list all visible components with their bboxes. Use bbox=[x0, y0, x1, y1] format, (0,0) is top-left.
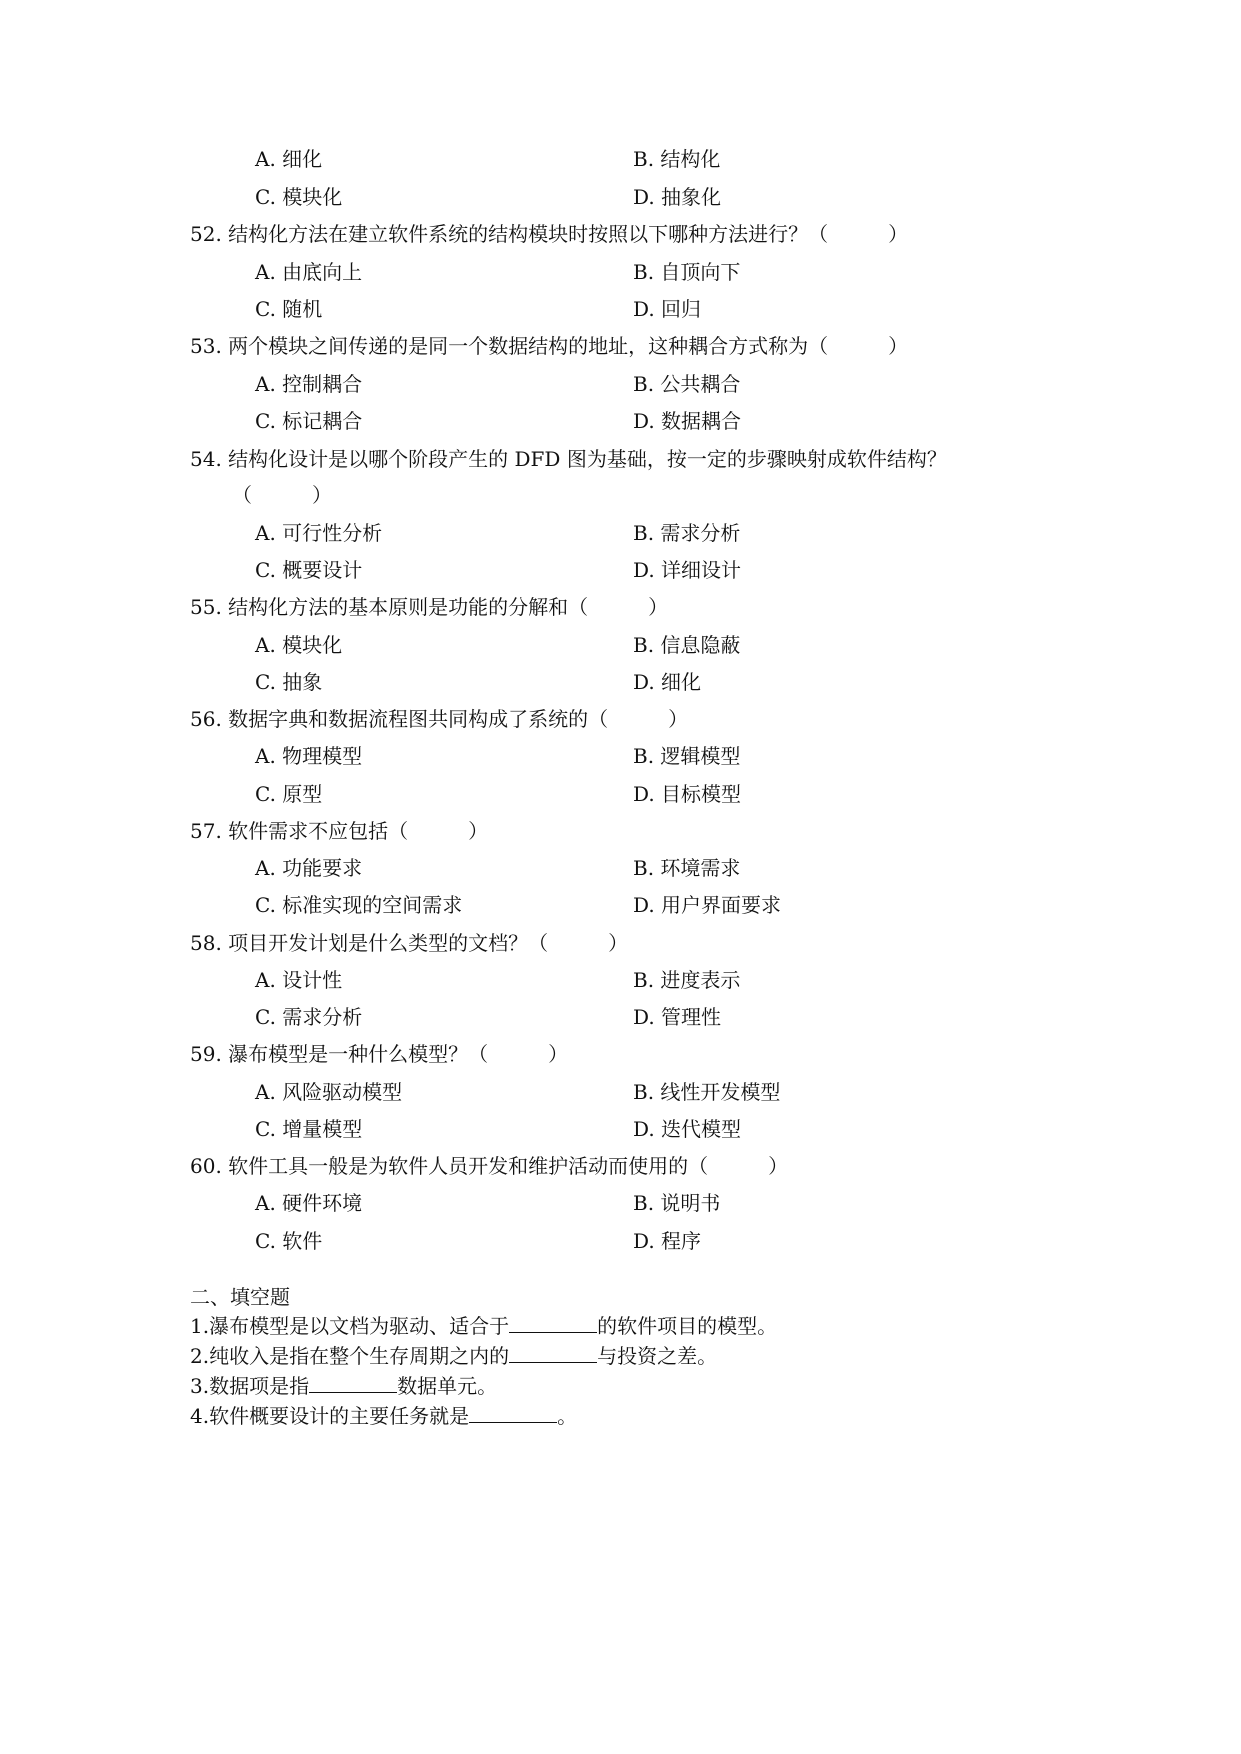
answer-blank bbox=[309, 1374, 397, 1393]
q58-option-d: D. 管理性 bbox=[633, 1005, 722, 1029]
q54-option-b: B. 需求分析 bbox=[633, 521, 741, 545]
q55-option-b: B. 信息隐蔽 bbox=[633, 633, 741, 657]
q52-option-c: C. 随机 bbox=[255, 297, 323, 321]
q56-option-a: A. 物理模型 bbox=[255, 744, 363, 768]
q58-option-b: B. 进度表示 bbox=[633, 968, 741, 992]
q56-option-d: D. 目标模型 bbox=[633, 782, 742, 806]
q57-option-c: C. 标准实现的空间需求 bbox=[255, 893, 463, 917]
q54-option-d: D. 详细设计 bbox=[633, 558, 742, 582]
q53-stem: 53. 两个模块之间传递的是同一个数据结构的地址，这种耦合方式称为（ ） bbox=[190, 334, 909, 358]
q55-option-a: A. 模块化 bbox=[255, 633, 343, 657]
q51-option-c: C. 模块化 bbox=[255, 185, 343, 209]
q53-option-d: D. 数据耦合 bbox=[633, 409, 742, 433]
q52-option-a: A. 由底向上 bbox=[255, 260, 363, 284]
q59-option-b: B. 线性开发模型 bbox=[633, 1080, 781, 1104]
fill-item-text: 。 bbox=[557, 1404, 578, 1428]
q59-option-c: C. 增量模型 bbox=[255, 1117, 363, 1141]
q55-option-c: C. 抽象 bbox=[255, 670, 323, 694]
q56-stem: 56. 数据字典和数据流程图共同构成了系统的（ ） bbox=[190, 707, 689, 731]
section-title-fill-in: 二、填空题 bbox=[190, 1285, 290, 1309]
fill-item-text: 与投资之差。 bbox=[597, 1344, 718, 1368]
q59-option-d: D. 迭代模型 bbox=[633, 1117, 742, 1141]
fill-item bbox=[190, 1314, 777, 1338]
q57-option-a: A. 功能要求 bbox=[255, 856, 363, 880]
q59-stem: 59. 瀑布模型是一种什么模型？（ ） bbox=[190, 1042, 569, 1066]
q57-option-d: D. 用户界面要求 bbox=[633, 893, 782, 917]
fill-item-text: 4.软件概要设计的主要任务就是 bbox=[190, 1404, 470, 1428]
answer-blank bbox=[469, 1404, 557, 1423]
answer-blank bbox=[509, 1314, 597, 1333]
q54-stem-continuation: （ ） bbox=[232, 483, 332, 507]
q60-stem: 60. 软件工具一般是为软件人员开发和维护活动而使用的（ ） bbox=[190, 1154, 789, 1178]
q56-option-c: C. 原型 bbox=[255, 782, 323, 806]
q55-stem: 55. 结构化方法的基本原则是功能的分解和（ ） bbox=[190, 595, 669, 619]
q54-option-c: C. 概要设计 bbox=[255, 558, 363, 582]
fill-item bbox=[190, 1404, 577, 1428]
q57-option-b: B. 环境需求 bbox=[633, 856, 741, 880]
q60-option-b: B. 说明书 bbox=[633, 1191, 721, 1215]
q60-option-d: D. 程序 bbox=[633, 1229, 702, 1253]
q60-option-a: A. 硬件环境 bbox=[255, 1191, 363, 1215]
q54-stem: 54. 结构化设计是以哪个阶段产生的 DFD 图为基础，按一定的步骤映射成软件结构？ bbox=[190, 447, 947, 471]
q58-option-a: A. 设计性 bbox=[255, 968, 343, 992]
q52-stem: 52. 结构化方法在建立软件系统的结构模块时按照以下哪种方法进行？（ ） bbox=[190, 222, 909, 246]
q53-option-c: C. 标记耦合 bbox=[255, 409, 363, 433]
fill-item-text: 的软件项目的模型。 bbox=[597, 1314, 778, 1338]
q53-option-a: A. 控制耦合 bbox=[255, 372, 363, 396]
q60-option-c: C. 软件 bbox=[255, 1229, 323, 1253]
q55-option-d: D. 细化 bbox=[633, 670, 702, 694]
q58-option-c: C. 需求分析 bbox=[255, 1005, 363, 1029]
q52-option-b: B. 自顶向下 bbox=[633, 260, 741, 284]
fill-item-text: 3.数据项是指 bbox=[190, 1374, 310, 1398]
q56-option-b: B. 逻辑模型 bbox=[633, 744, 741, 768]
q51-option-a: A. 细化 bbox=[255, 147, 323, 171]
fill-item bbox=[190, 1344, 717, 1368]
q52-option-d: D. 回归 bbox=[633, 297, 702, 321]
q51-option-d: D. 抽象化 bbox=[633, 185, 722, 209]
answer-blank bbox=[509, 1344, 597, 1363]
q54-option-a: A. 可行性分析 bbox=[255, 521, 383, 545]
q57-stem: 57. 软件需求不应包括（ ） bbox=[190, 819, 489, 843]
q51-option-b: B. 结构化 bbox=[633, 147, 721, 171]
q58-stem: 58. 项目开发计划是什么类型的文档？（ ） bbox=[190, 931, 629, 955]
fill-item-text: 1.瀑布模型是以文档为驱动、适合于 bbox=[190, 1314, 510, 1338]
fill-item-text: 数据单元。 bbox=[397, 1374, 498, 1398]
fill-item bbox=[190, 1374, 497, 1398]
q53-option-b: B. 公共耦合 bbox=[633, 372, 741, 396]
q59-option-a: A. 风险驱动模型 bbox=[255, 1080, 403, 1104]
fill-item-text: 2.纯收入是指在整个生存周期之内的 bbox=[190, 1344, 510, 1368]
